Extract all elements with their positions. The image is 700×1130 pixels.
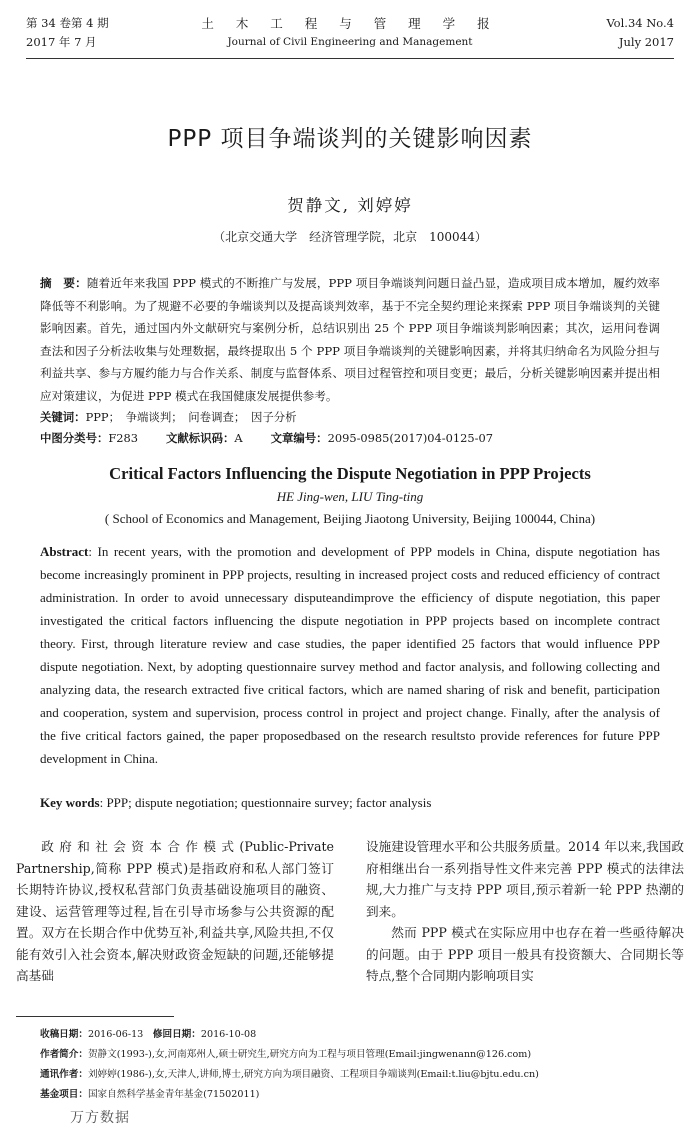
- header-right: [606, 14, 674, 52]
- received-label: 收稿日期：: [40, 1029, 88, 1040]
- volume-en: Vol.34 No.4: [606, 16, 674, 30]
- authors-cn: 贺静文, 刘婷婷: [287, 196, 413, 215]
- header-rule: [26, 58, 674, 59]
- body-column-right: [366, 836, 684, 987]
- keywords-en-text: : PPP; dispute negotiation; questionnaire survey; factor analysis: [99, 795, 432, 810]
- doc-code-label: 文献标识码：: [166, 431, 235, 445]
- clc-label: 中图分类号：: [40, 431, 109, 445]
- keywords-cn-label: 关键词：: [40, 410, 86, 424]
- abstract-en: [40, 540, 660, 770]
- footnote-dates: [40, 1026, 680, 1044]
- footnote-corresponding: [40, 1066, 680, 1084]
- footnote-author: [40, 1046, 680, 1064]
- footnote-rule: [16, 1016, 174, 1017]
- abstract-cn-text: 随着近年来我国 PPP 模式的不断推广与发展，PPP 项目争端谈判问题日益凸显，造成项目成本增加，履约效率降低等不利影响。为了规避不必要的争端谈判以及提高谈判效率，基于不完全契约理论来探索 PPP 项目争端谈判的关键影响因素。首先，通过国内外文献研究与案例分析，总结识别出 25 个 PPP 项目争端谈判影响因素；其次，运用问卷调查法和因子分析法收集与处理数据，最终提取出 5 个 PPP 项目争端谈判的关键影响因素，并将其归纳命名为风险分担与利益共享、参与方履约能力与合作关系、制度与监督体系、项目过程管控和项目变更；最后，分析关键影响因素并提出相应对策建议，为促进 PPP 模式在我国健康发展提供参考。: [40, 276, 660, 403]
- revised-date: 2016-10-08: [200, 1029, 257, 1040]
- body-column-left: [16, 836, 334, 987]
- keywords-cn-text: PPP； 争端谈判； 问卷调查； 因子分析: [85, 410, 297, 424]
- footnote-fund: [40, 1086, 680, 1104]
- affiliation-en: ( School of Economics and Management, Beijing Jiaotong University, Beijing 100044, China): [104, 511, 596, 526]
- abstract-cn: [40, 272, 660, 449]
- authors-en: HE Jing-wen, LIU Ting-ting: [276, 489, 424, 504]
- running-header: [26, 14, 674, 54]
- received-date: 2016-06-13: [87, 1029, 144, 1040]
- author-bio: 贺静文(1993-),女,河南郑州人,硕士研究生,研究方向为工程与项目管理(Email:jingwenann@126.com): [87, 1049, 532, 1060]
- corresponding-author: 刘婷婷(1986-),女,天津人,讲师,博士,研究方向为项目融资、工程项目争端谈判(Email:t.liu@bjtu.edu.cn): [87, 1069, 539, 1080]
- fund-label: 基金项目：: [40, 1089, 88, 1100]
- body-paragraph: 政府和社会资本合作模式(Public-Private Partnership,简称 PPP 模式)是指政府和私人部门签订长期特许协议,授权私营部门负责基础设施项目的融资、建设、运营管理等过程,旨在引导市场参与公共资源的配置。双方在长期合作中优势互补,利益共享,风险共担,不仅能有效引入社会资本,解决财政资金短缺的问题,还能够提高基础: [16, 839, 334, 983]
- clc-value: F283: [108, 431, 139, 445]
- paper-title-cn: PPP 项目争端谈判的关键影响因素: [167, 126, 533, 152]
- keywords-cn: [40, 407, 660, 428]
- abstract-cn-body: [40, 272, 660, 407]
- doc-code-value: A: [234, 431, 243, 445]
- date-cn: 2017 年 7 月: [26, 35, 97, 49]
- abstract-cn-label: 摘 要：: [40, 276, 87, 290]
- keywords-en-label: Key words: [40, 795, 100, 810]
- abstract-en-text: : In recent years, with the promotion and development of PPP models in China, dispute negotiation has become increasingly prominent in PPP projects, resulting in increased project costs and reduced efficiency of contract administration. In order to avoid unnecessary disputeandimprove the efficiency of dispute negotiation, this paper investigated the critical factors influencing the dispute negotiation in PPP projects based on incomplete contract theory. First, through literature review and case studies, the paper identified 25 factors that would influence PPP dispute negotiation. Next, by adopting questionnaire survey method and factor analysis, and following collecting and analyzing data, the research extracted five critical factors, which are named sharing of risk and benefit, participation and cooperation, system and supervision, process control in project and project change. Finally, after the analysis of the five critical factors gained, the paper proposedbased on the research resultsto provide references for future PPP development in China.: [40, 544, 660, 766]
- date-en: July 2017: [618, 35, 674, 49]
- watermark: 万方数据: [70, 1110, 130, 1126]
- corresponding-label: 通讯作者：: [40, 1069, 88, 1080]
- classification-line: [40, 428, 660, 449]
- journal-name-cn: 土 木 工 程 与 管 理 学 报: [201, 16, 499, 31]
- article-no-label: 文章编号：: [270, 431, 328, 445]
- paper-title-en: Critical Factors Influencing the Dispute Negotiation in PPP Projects: [109, 464, 591, 483]
- body-paragraph: 设施建设管理水平和公共服务质量。2014 年以来,我国政府相继出台一系列指导性文件来完善 PPP 模式的法律法规,大力推广与支持 PPP 项目,预示着新一轮 PPP 热潮的到来。: [366, 839, 684, 919]
- affiliation-cn: （北京交通大学 经济管理学院，北京 100044）: [213, 230, 487, 244]
- revised-label: 修回日期：: [152, 1029, 201, 1040]
- article-no-value: 2095-0985(2017)04-0125-07: [327, 431, 493, 445]
- header-center: [26, 14, 674, 52]
- author-bio-label: 作者简介：: [40, 1049, 88, 1060]
- volume-cn: 第 34 卷第 4 期: [26, 16, 109, 30]
- abstract-en-label: Abstract: [40, 544, 89, 559]
- fund-text: 国家自然科学基金青年基金(71502011): [87, 1089, 260, 1100]
- keywords-en: [40, 793, 660, 813]
- body-paragraph: 然而 PPP 模式在实际应用中也存在着一些亟待解决的问题。由于 PPP 项目一般具有投资额大、合同期长等特点,整个合同期内影响项目实: [366, 925, 684, 983]
- journal-name-en: Journal of Civil Engineering and Management: [227, 36, 473, 48]
